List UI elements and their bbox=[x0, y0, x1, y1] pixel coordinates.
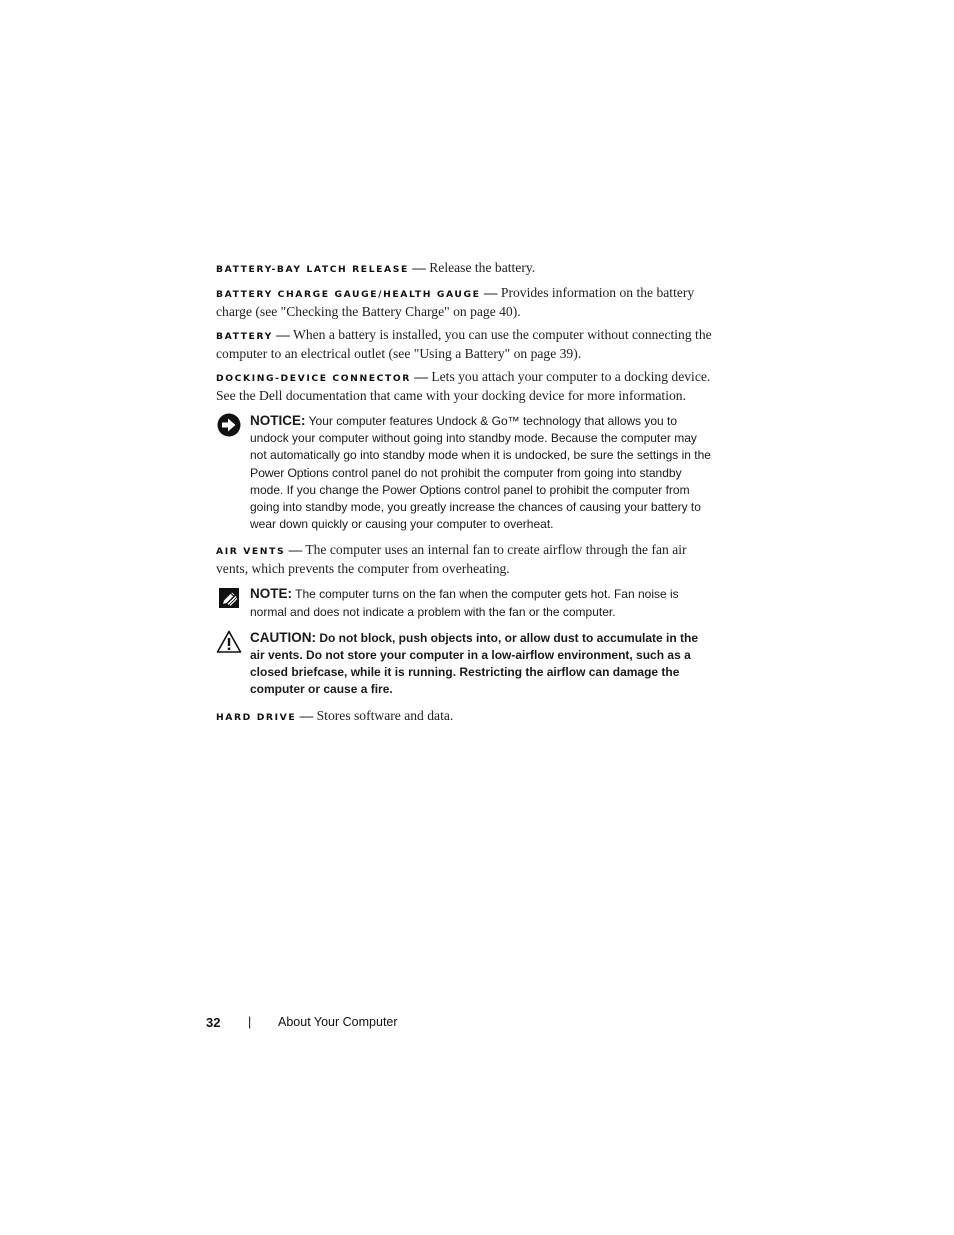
entry-term: HARD DRIVE bbox=[216, 711, 297, 723]
note-pencil-icon bbox=[216, 585, 242, 611]
note-label: NOTE: bbox=[250, 586, 292, 602]
notice-label: NOTICE: bbox=[250, 413, 306, 428]
entry-docking-device-connector: DOCKING-DEVICE CONNECTOR — Lets you attach your computer to a docking device. See the Dell documentation that came with your docking device for more information. bbox=[216, 369, 711, 403]
notice-box: NOTICE: Your computer features Undock & Go™ technology that allows you to undock your computer without going into standby mode. Because the computer may not automatically go into standby mode when it is undocked, be sure the settings in the Power Options control panel do not prohibit the computer from going into standby mode. If you change the Power Options control panel to prohibit the computer from going into standby mode, you greatly increase the chances of causing your battery to wear down quickly or causing your computer to overheat. bbox=[216, 412, 716, 533]
page-number: 32 bbox=[206, 1015, 221, 1030]
entry-text: Lets you attach your computer to a docking device. See the Dell documentation that came with your docking device for more information. bbox=[216, 369, 711, 403]
entry-air-vents: AIR VENTS — The computer uses an internal fan to create airflow through the fan air vents, which prevents the computer from overheating. bbox=[216, 542, 687, 577]
notice-arrow-icon bbox=[216, 412, 242, 438]
power-options-ui-term: Power Options bbox=[250, 465, 329, 480]
caution-triangle-icon bbox=[216, 629, 242, 655]
entry-battery-bay-latch-release: BATTERY-BAY LATCH RELEASE — Release the battery. bbox=[216, 260, 536, 275]
footer-separator: | bbox=[248, 1015, 252, 1029]
entry-battery-charge-gauge: BATTERY CHARGE GAUGE/HEALTH GAUGE — Provides information on the battery charge (see "Checking the Battery Charge" on page 40). bbox=[216, 285, 695, 319]
entry-text: Provides information on the battery charge (see "Checking the Battery Charge" on page 40). bbox=[216, 285, 695, 319]
entry-hard-drive: HARD DRIVE — Stores software and data. bbox=[216, 707, 454, 723]
power-options-ui-term: Power Options bbox=[382, 482, 461, 497]
entry-term: BATTERY-BAY LATCH RELEASE bbox=[216, 264, 409, 275]
note-box: NOTE: The computer turns on the fan when the computer gets hot. Fan noise is normal and does not indicate a problem with the fan or the computer. bbox=[216, 585, 716, 620]
caution-box: CAUTION: Do not block, push objects into, or allow dust to accumulate in the air vents. Do not store your computer in a low-airflow environment, such as a closed briefcase, while it is running. Restricting the airflow can damage the computer or cause a fire. bbox=[216, 629, 716, 699]
entry-text: Stores software and data. bbox=[316, 707, 454, 723]
content-column bbox=[216, 259, 716, 732]
entry-text: Release the battery. bbox=[429, 260, 536, 275]
entry-term: BATTERY bbox=[216, 331, 273, 342]
caution-label: CAUTION: bbox=[250, 629, 316, 645]
chapter-title: About Your Computer bbox=[278, 1015, 398, 1029]
entry-term: BATTERY CHARGE GAUGE/HEALTH GAUGE bbox=[216, 289, 481, 300]
entry-battery: BATTERY — When a battery is installed, you can use the computer without connecting the computer to an electrical outlet (see "Using a Battery" on page 39). bbox=[216, 327, 712, 361]
entry-text: The computer uses an internal fan to create airflow through the fan air vents, which prevents the computer from overheating. bbox=[216, 542, 687, 577]
entry-term: DOCKING-DEVICE CONNECTOR bbox=[216, 373, 411, 384]
entry-text: When a battery is installed, you can use the computer without connecting the computer to an electrical outlet (see "Using a Battery" on page 39). bbox=[216, 327, 712, 361]
entry-term: AIR VENTS bbox=[216, 546, 286, 558]
